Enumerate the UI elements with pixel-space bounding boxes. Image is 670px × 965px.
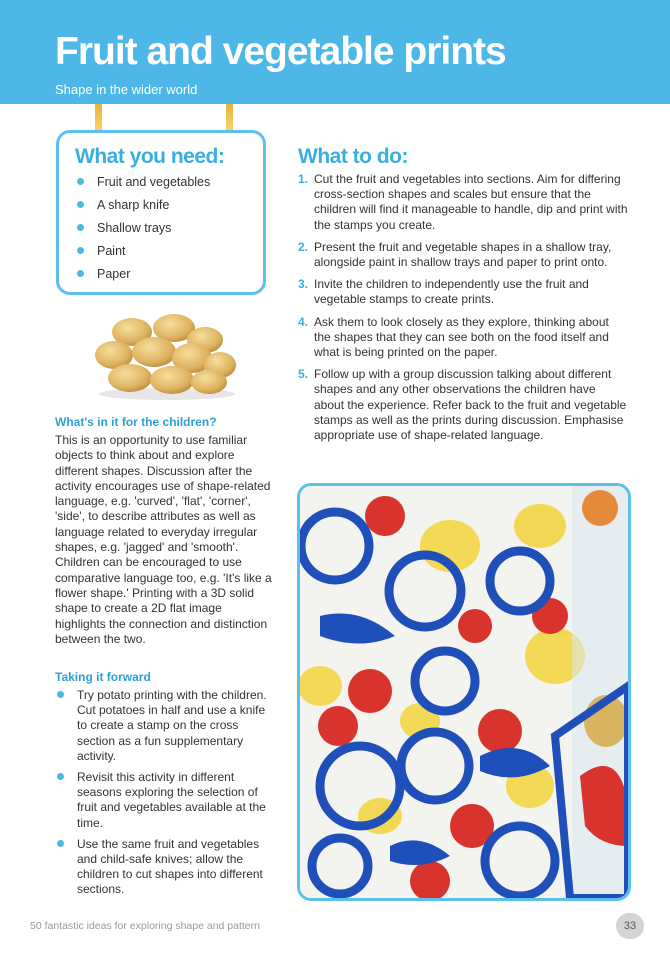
- step-item: [298, 172, 628, 233]
- bullet-icon: [77, 270, 84, 277]
- list-item: A sharp knife: [77, 198, 210, 221]
- children-heading: What's in it for the children?: [55, 415, 217, 429]
- list-item: Revisit this activity in different seasons exploring the selection of fruit and vegetables available at the time.: [55, 770, 275, 831]
- step-text: Invite the children to independently use the fruit and vegetable stamps to create prints.: [314, 277, 589, 307]
- bullet-icon: [77, 201, 84, 208]
- bullet-icon: [57, 773, 64, 780]
- bullet-icon: [57, 840, 64, 847]
- bullet-icon: [57, 691, 64, 698]
- children-body: This is an opportunity to use familiar objects to think about and explore different shapes. Discussion after the activity encourages use of shape-related language, e.g. 'curved', 'flat', 'corner', 'side', to describe attributes as well as language related to everyday irregular shapes, e.g. 'jagged' and 'smooth'. Children can be encouraged to use comparative language too, e.g. 'It's like a flower shape.' Printing with a 3D solid shape to create a 2D flat image highlights the connection and distinction between the two.: [55, 433, 272, 646]
- bullet-icon: [77, 224, 84, 231]
- step-text: Ask them to look closely as they explore, thinking about the shapes that they can see both on the food itself and what is being printed on the paper.: [314, 314, 609, 360]
- prints-photo: [297, 483, 631, 901]
- children-section: [55, 415, 275, 647]
- step-item: [298, 315, 628, 361]
- box-hanger-right: [226, 104, 233, 132]
- list-item: Fruit and vegetables: [77, 175, 210, 198]
- step-number: 1.: [298, 172, 309, 186]
- step-item: [298, 277, 628, 307]
- step-number: 2.: [298, 239, 309, 254]
- box-hanger-left: [95, 104, 102, 132]
- what-you-need-list: [77, 175, 210, 290]
- what-to-do-steps: [298, 172, 628, 450]
- page-title: Fruit and vegetable prints: [55, 30, 506, 73]
- list-item: Use the same fruit and vegetables and child-safe knives; allow the children to cut shapes into different sections.: [55, 837, 275, 898]
- bullet-icon: [77, 178, 84, 185]
- fruit-prints-image: [300, 486, 628, 898]
- potatoes-image: [92, 310, 237, 400]
- what-you-need-heading: What you need:: [75, 145, 225, 168]
- list-item: Shallow trays: [77, 221, 210, 244]
- what-to-do-heading: What to do:: [298, 145, 408, 168]
- step-text: Follow up with a group discussion talking about different shapes and any other observations the children have about the experience. Refer back to the fruit and vegetable stamps as well as the prints during discussion. Emphasise appropriate use of shape-related language.: [314, 367, 627, 443]
- page-header: [0, 0, 670, 104]
- taking-forward-heading: Taking it forward: [55, 670, 151, 684]
- bullet-icon: [77, 247, 84, 254]
- footer-text: 50 fantastic ideas for exploring shape and pattern: [30, 920, 260, 932]
- step-text: Cut the fruit and vegetables into sections. Aim for differing cross-section shapes and scales but ensure that the children will find it manageable to handle, dip and print with the stamps you create.: [314, 172, 628, 232]
- step-item: [298, 367, 628, 443]
- step-number: 3.: [298, 277, 309, 292]
- list-item: Try potato printing with the children. Cut potatoes in half and use a knife to create a stamp on the cross section as a fun supplementary activity.: [55, 688, 275, 764]
- step-number: 4.: [298, 314, 309, 329]
- page-number: 33: [616, 913, 644, 939]
- step-number: 5.: [298, 367, 309, 382]
- taking-forward-list: [55, 688, 275, 898]
- taking-forward-section: [55, 670, 275, 904]
- list-item: Paper: [77, 267, 210, 290]
- list-item: Paint: [77, 244, 210, 267]
- step-item: [298, 240, 628, 270]
- step-text: Present the fruit and vegetable shapes in a shallow tray, alongside paint in shallow trays and paper to print onto.: [314, 239, 612, 270]
- page-subtitle: Shape in the wider world: [55, 82, 198, 97]
- what-you-need-box: [56, 130, 266, 295]
